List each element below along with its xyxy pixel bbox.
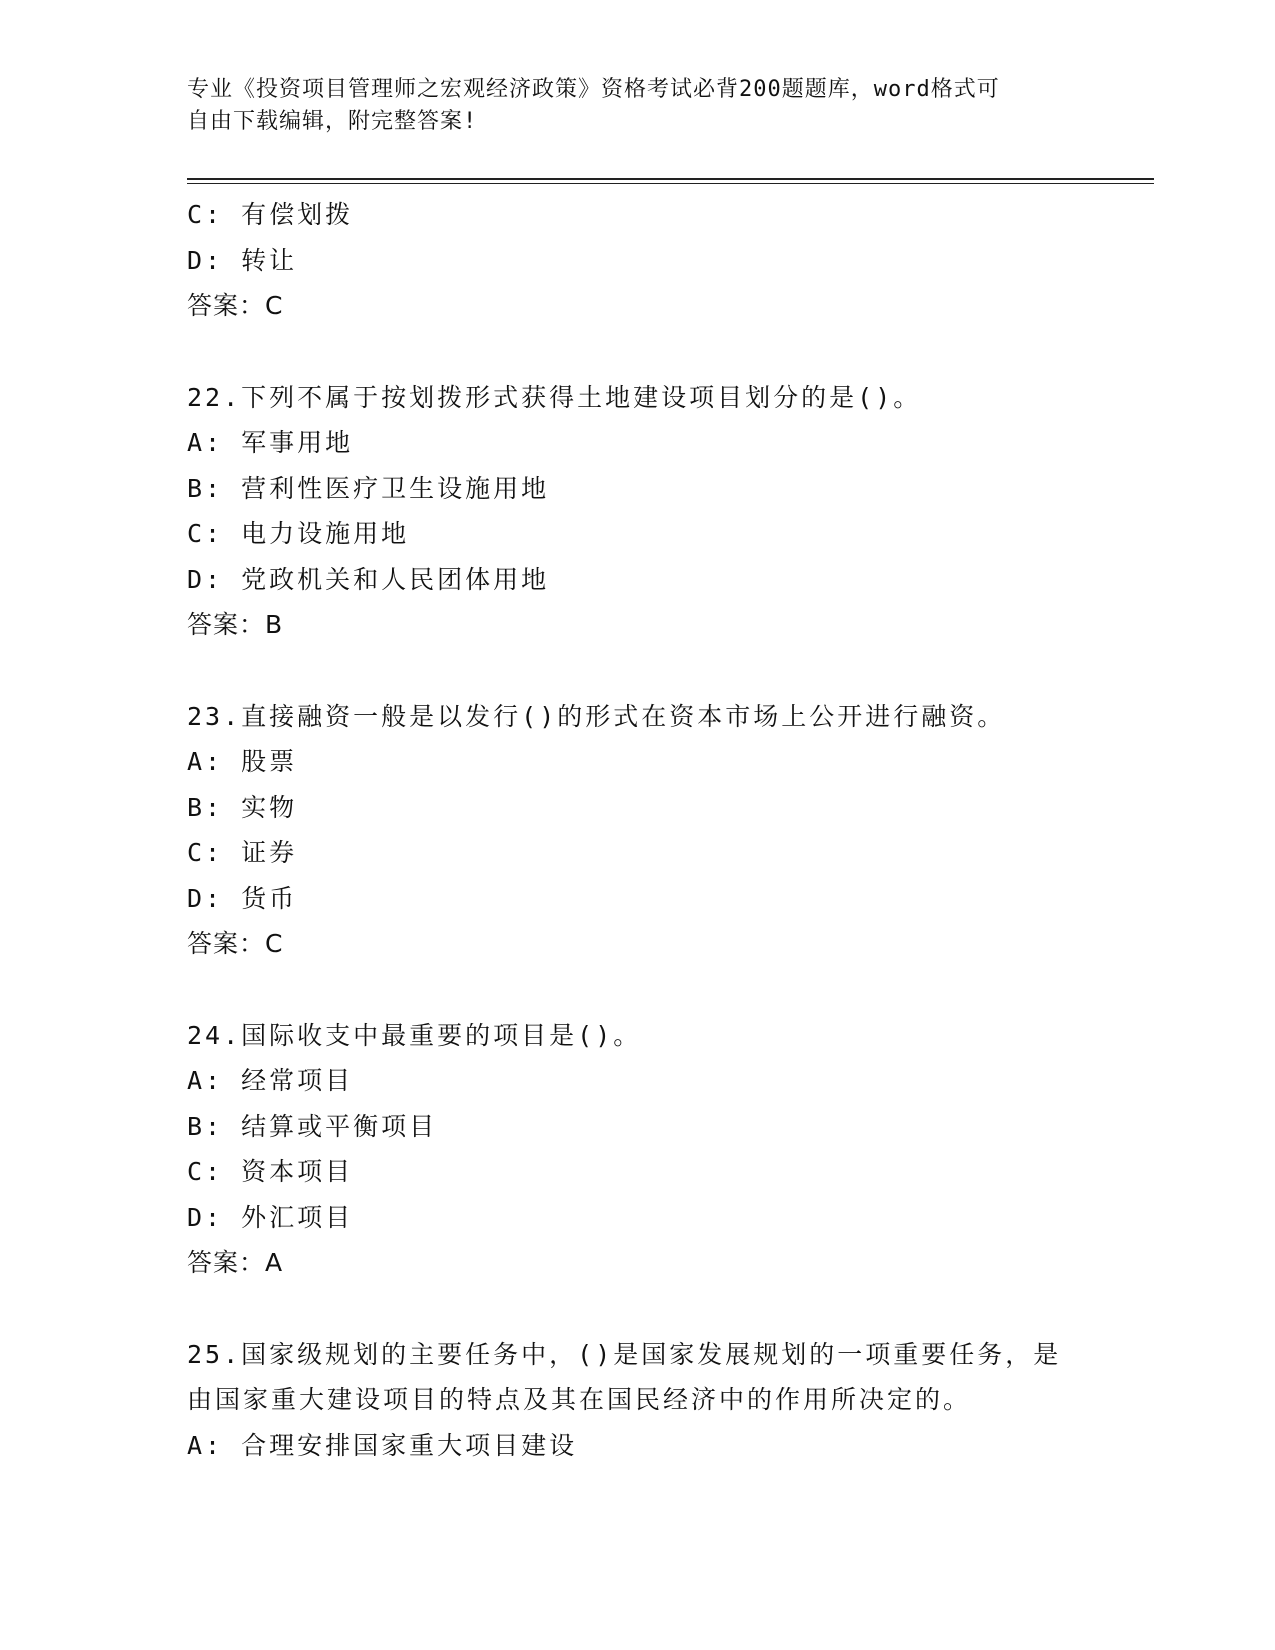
question-22: [187, 375, 1087, 648]
header-divider-thin: [187, 183, 1154, 184]
option-a: A: 经常项目: [187, 1066, 354, 1095]
answer-line: 答案：C: [187, 929, 284, 958]
question-21-continuation: [187, 192, 1087, 329]
question-stem: 23.直接融资一般是以发行()的形式在资本市场上公开进行融资。: [187, 701, 1006, 731]
option-b: B: 营利性医疗卫生设施用地: [187, 473, 550, 503]
question-23: [187, 694, 1087, 967]
question-stem-line-1: 25.国家级规划的主要任务中，()是国家发展规划的一项重要任务，是: [187, 1339, 1062, 1369]
question-stem: 24.国际收支中最重要的项目是()。: [187, 1020, 642, 1050]
question-stem-line-2: 由国家重大建设项目的特点及其在国民经济中的作用所决定的。: [187, 1385, 972, 1414]
question-25: [187, 1332, 1087, 1469]
option-d: D: 外汇项目: [187, 1202, 354, 1232]
option-c: C: 证券: [187, 838, 298, 867]
option-b: B: 结算或平衡项目: [187, 1111, 438, 1141]
header-line-1: 专业《投资项目管理师之宏观经济政策》资格考试必背200题题库，word格式可: [187, 77, 1000, 102]
option-d: D: 货币: [187, 883, 298, 913]
answer-line: 答案：B: [187, 610, 284, 639]
header-divider-thick: [187, 178, 1154, 180]
option-c: C: 有偿划拨: [187, 200, 354, 229]
document-header: [187, 74, 1067, 138]
answer-line: 答案：A: [187, 1248, 284, 1277]
option-c: C: 资本项目: [187, 1157, 354, 1186]
header-line-2: 自由下载编辑，附完整答案!: [187, 109, 478, 134]
question-24: [187, 1013, 1087, 1286]
question-stem: 22.下列不属于按划拨形式获得土地建设项目划分的是()。: [187, 382, 922, 412]
option-a: A: 股票: [187, 747, 298, 776]
option-a: A: 合理安排国家重大项目建设: [187, 1430, 578, 1460]
option-d: D: 转让: [187, 245, 298, 275]
option-b: B: 实物: [187, 792, 298, 822]
option-d: D: 党政机关和人民团体用地: [187, 564, 550, 594]
option-c: C: 电力设施用地: [187, 519, 410, 548]
answer-line: 答案：C: [187, 291, 284, 320]
option-a: A: 军事用地: [187, 428, 354, 457]
question-list: [187, 192, 1087, 1468]
